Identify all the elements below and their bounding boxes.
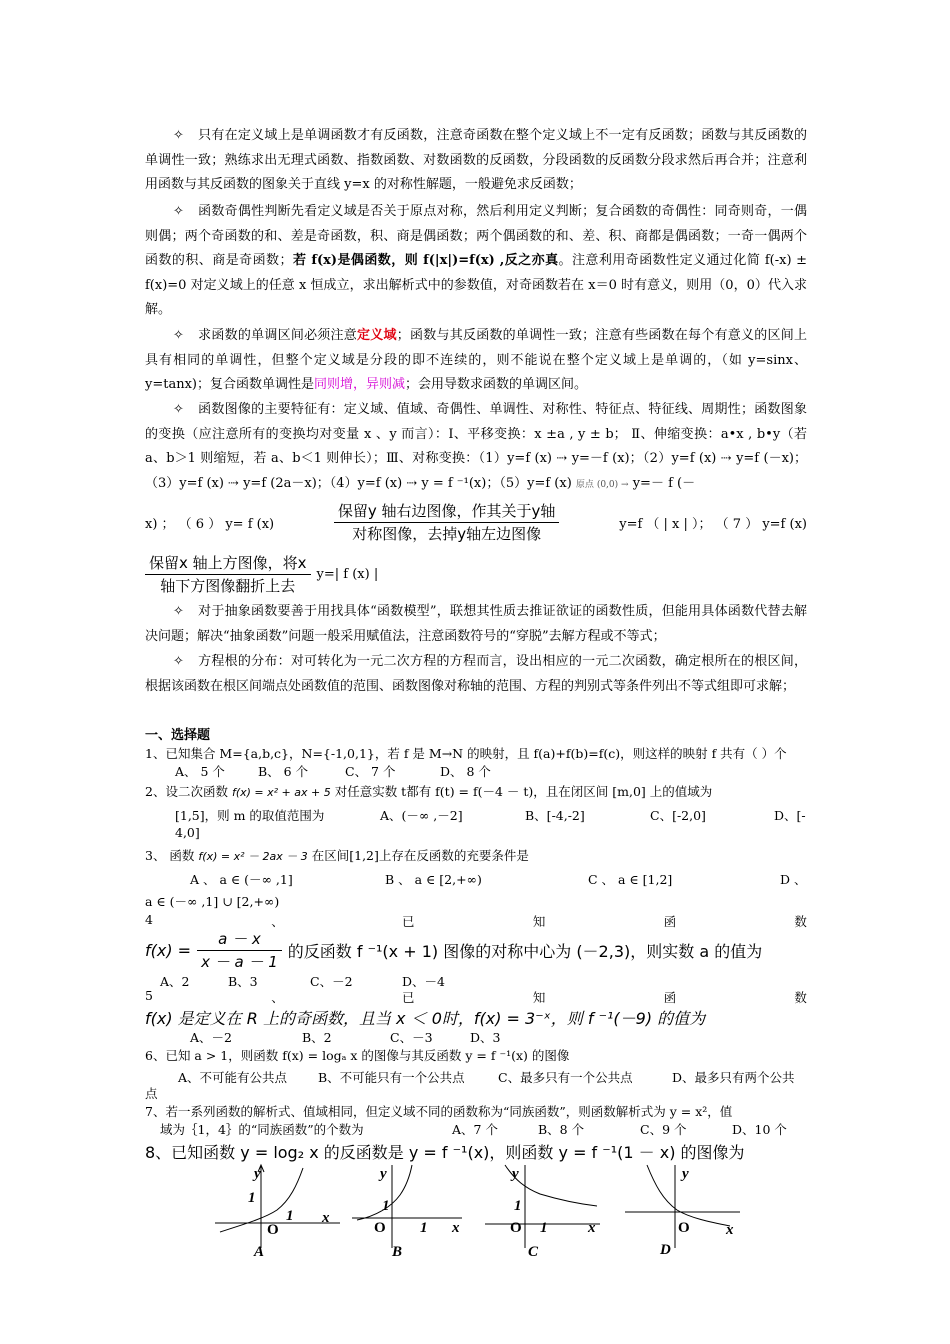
question-2 [145,782,712,800]
q7-option-b[interactable]: B、8 个 [538,1122,585,1137]
paragraph-text: y=－ f (－ [632,475,696,491]
q5-head-token: 函 [663,990,677,1005]
graph-b-origin: O [374,1220,386,1236]
paragraph-text: ；函数与其反函数的单调性一致；注意有些函数在每个有意义的区间上具有相同的单调性，但整个定义域是分段的即不连续的，则不能说在整个定义域上是单调的，（如 y=sinx、y=tanx)；复合函数单调性是 [145,328,807,392]
arrow-label-origin: 原点 (0,0) → [575,479,629,490]
graph-a-one-y: 1 [248,1190,256,1206]
q2-option-c[interactable]: C、[-2,0] [650,808,706,823]
q2-range-text: [1,5]，则 m 的取值范围为 [175,808,325,823]
fraction-numerator: 保留y 轴右边图像，作其关于y轴 [334,500,560,523]
q7-option-a[interactable]: A、7 个 [452,1122,498,1137]
q4-question-text: 的反函数 f ⁻¹(x + 1) 图像的对称中心为 (－2,3)，则实数 a 的值为 [287,942,763,961]
bold-statement: 若 f(x)是偶函数，则 f(|x|)=f(x) ,反之亦真 [292,253,559,268]
q3-intro: 3、 函数 [145,848,195,863]
graph-a-label: A [254,1244,265,1260]
q2-intro: 2、设二次函数 [145,784,228,799]
fraction-denominator: 轴下方图像翻折上去 [160,577,296,595]
q7-option-d[interactable]: D、10 个 [732,1122,787,1137]
q4-fraction [197,928,282,973]
q1-option-c[interactable]: C、 7 个 [345,764,396,779]
question-5-head [145,988,807,1006]
paragraph-text: 只有在定义域上是单调函数才有反函数，注意奇函数在整个定义域上不一定有反函数；函数与其反函数的单调性一致；熟练求出无理式函数、指数函数、对数函数的反函数，分段函数的反函数分段求然后再合并；注意利用函数与其反函数的图象关于直线 y=x 的对称性解题，一般避免求反函数； [145,128,807,192]
graph-d-x-label: x [726,1222,734,1238]
q5-head-token: 知 [532,990,546,1005]
q7-option-c[interactable]: C、9 个 [640,1122,687,1137]
q5-option-a[interactable]: A、－2 [190,1030,232,1045]
bullet-icon: ✧ [173,654,184,669]
bullet-icon: ✧ [173,402,184,417]
graph-c-one-y: 1 [514,1198,522,1214]
graph-a-one-x: 1 [286,1208,294,1224]
fraction-denominator: 对称图像，去掉y轴左边图像 [352,525,542,543]
question-5-body: f(x) 是定义在 R 上的奇函数，且当 x ＜ 0时，f(x) = 3⁻ˣ，则 f ⁻¹(－9) 的值为 [145,1009,706,1028]
highlight-rule: 同则增，异则减 [314,377,406,392]
q4-option-b[interactable]: B、3 [228,974,258,989]
q4-option-d[interactable]: D、－4 [402,974,445,989]
graph-c-y-label: y [512,1166,519,1182]
q2-option-d[interactable]: D、[- [774,808,806,823]
paragraph-text: 求函数的单调区间必须注意 [197,328,358,343]
q5-head-token: 、 [271,990,284,1005]
graph-a-origin: O [267,1222,279,1238]
fraction-numerator: 保留x 轴上方图像，将x [145,552,311,575]
q2-formula: f(x) = x² + ax + 5 [231,786,331,799]
graph-d-origin: O [678,1220,690,1236]
q3-option-d-cont: a ∈ (－∞ ,1] ∪ [2,+∞) [145,894,280,909]
graph-c-label: C [528,1244,539,1260]
q4-head-token: 函 [663,914,677,929]
graph-d-y-label: y [682,1166,689,1182]
q4-option-c[interactable]: C、－2 [310,974,353,989]
paragraph-graph-transforms [145,398,807,497]
q1-option-a[interactable]: A、 5 个 [175,764,225,779]
graph-b-one-y: 1 [382,1198,390,1214]
q5-option-d[interactable]: D、3 [470,1030,501,1045]
q4-head-token: 知 [532,914,546,929]
paragraph-root-distribution [145,650,807,699]
q4-option-a[interactable]: A、2 [160,974,190,989]
transform-six-line [145,500,807,545]
q6-option-d-cont: 点 [145,1086,158,1101]
q2-option-d-cont: 4,0] [175,825,200,840]
paragraph-inverse-functions [145,124,807,198]
q4-head-token: 已 [402,914,415,929]
q2-option-a[interactable]: A、(－∞ ,－2] [380,808,463,823]
paragraph-text: 对于抽象函数要善于用找具体“函数模型”，联想其性质去推证欲证的函数性质，但能用具体函数代替去解决问题；解决“抽象函数”问题一般采用赋值法，注意函数符号的“穿脱”去解方程或不等式； [145,604,807,644]
q3-formula: f(x) = x² － 2ax － 3 [198,850,308,863]
graph-a-y-label: y [254,1166,261,1182]
fraction-numerator: a － x [197,928,282,951]
question-7-cont: 域为｛1，4｝的“同族函数”的个数为 [160,1122,364,1137]
question-4-body [145,928,762,973]
paragraph-text: 函数奇偶性判断先看定义域是否关于原点对称，然后利用定义判断；复合函数的奇偶性：同奇则奇，一偶则偶；两个奇函数的和、差是奇函数，积、商是偶函数；两个偶函数的和、差、积、商都是偶函数；一奇一偶两个函数的积、商是奇函数； [145,204,807,268]
graph-a-x-label: x [322,1210,330,1226]
q3-condition: 在区间[1,2]上存在反函数的充要条件是 [311,848,529,863]
graph-b-one-x: 1 [420,1220,428,1236]
q1-option-d[interactable]: D、 8 个 [440,764,491,779]
fraction-denominator: x － a － 1 [201,953,278,971]
question-7: 7、若一系列函数的解析式、值域相同，但定义域不同的函数称为“同族函数”，则函数解析式为 y = x²，值 [145,1104,733,1119]
q4-head-token: 4 [145,912,153,927]
paragraph-abstract-functions [145,600,807,649]
transform-seven-result: y=| f (x) | [316,567,379,582]
section-heading: 一、选择题 [145,728,211,743]
q6-option-c[interactable]: C、最多只有一个公共点 [498,1070,633,1085]
bullet-icon: ✧ [173,204,184,219]
bullet-icon: ✧ [173,604,184,619]
paragraph-parity [145,200,807,323]
q3-option-b[interactable]: B 、 a ∈ [2,+∞) [385,872,482,887]
bullet-icon: ✧ [173,328,184,343]
q4-function: f(x) = [145,941,192,960]
graph-b-y-label: y [380,1166,387,1182]
question-6: 6、已知 a > 1，则函数 f(x) = logₐ x 的图像与其反函数 y = f ⁻¹(x) 的图像 [145,1048,570,1063]
bullet-icon: ✧ [173,128,184,143]
q2-option-b[interactable]: B、[-4,-2] [525,808,585,823]
graph-a[interactable] [215,1160,345,1250]
paragraph-text: 函数图像的主要特征有：定义域、值域、奇偶性、单调性、对称性、特征点、特征线、周期性；函数图象的变换（应注意所有的变换均对变量 x 、y 而言）：Ⅰ、平移变换：x ±a , y ± b； Ⅱ、伸缩变换：a•x , b•y（若 a、b＞1 则缩短，若 a、b＜1 则伸长）；Ⅲ、对称变换：（1）y=f (x) ⇢ y=－f (x)；（2）y=f (x) ⇢ y=f (－x)；（3）y=f (x) ⇢ y=f (2a－x)；（4）y=f (x) ⇢ y = f ⁻¹(x)；（5）y=f (x) [145,402,807,491]
question-8: 8、已知函数 y = log₂ x 的反函数是 y = f ⁻¹(x)，则函数 y = f ⁻¹(1 － x) 的图像为 [145,1143,745,1162]
q5-head-token: 5 [145,988,153,1003]
paragraph-text: 。注意利用奇函数性定义通过化简 f(-x) ± f(x)=0 对定义域上的任意 x 恒成立，求出解析式中的参数值，对奇函数若在 x＝0 时有意义，则用（0，0）代入求解。 [145,253,807,317]
transform-seven-line [145,552,378,597]
q6-option-b[interactable]: B、不可能只有一个公共点 [318,1070,465,1085]
q1-option-b[interactable]: B、 6 个 [258,764,309,779]
question-1: 1、已知集合 M={a,b,c}，N={-1,0,1}，若 f 是 M→N 的映射，且 f(a)+f(b)=f(c)，则这样的映射 f 共有（ ）个 [145,746,787,761]
q5-option-b[interactable]: B、2 [302,1030,332,1045]
q3-option-d[interactable]: D 、 [780,872,807,887]
transform-six-fraction [334,500,560,545]
q3-option-a[interactable]: A 、 a ∈ (－∞ ,1] [190,872,293,887]
graph-c-x-label: x [588,1220,596,1236]
q5-option-c[interactable]: C、－3 [390,1030,433,1045]
highlight-domain: 定义域 [357,328,397,343]
q5-head-token: 数 [794,990,807,1005]
graph-b-label: B [392,1244,403,1260]
question-3 [145,846,529,864]
graph-c-one-x: 1 [540,1220,548,1236]
q3-option-c[interactable]: C 、 a ∈ [1,2] [588,872,673,887]
graph-b-x-label: x [452,1220,460,1236]
paragraph-text: 方程根的分布：对可转化为一元二次方程的方程而言，设出相应的一元二次函数，确定根所在的根区间，根据该函数在根区间端点处函数值的范围、函数图像对称轴的范围、方程的判别式等条件列出不等式组即可求解； [145,654,807,694]
graph-c-origin: O [510,1220,522,1236]
transform-six-pre: x) ； （ 6 ） y= f (x) [145,517,275,532]
q6-option-a[interactable]: A、不可能有公共点 [178,1070,288,1085]
q5-head-token: 已 [402,990,415,1005]
paragraph-monotonicity [145,324,807,398]
graph-d-label: D [660,1242,671,1258]
q4-head-token: 、 [271,914,284,929]
paragraph-text: ；会用导数求函数的单调区间。 [405,377,588,392]
transform-six-post: y=f （ | x | ）； （ 7 ） y=f (x) [619,517,807,532]
q6-option-d[interactable]: D、最多只有两个公共 [672,1070,795,1085]
transform-seven-fraction [145,552,311,597]
q4-head-token: 数 [794,914,807,929]
q2-condition: 对任意实数 t都有 f(t) = f(－4 － t)，且在闭区间 [m,0] 上的值域为 [334,784,713,799]
